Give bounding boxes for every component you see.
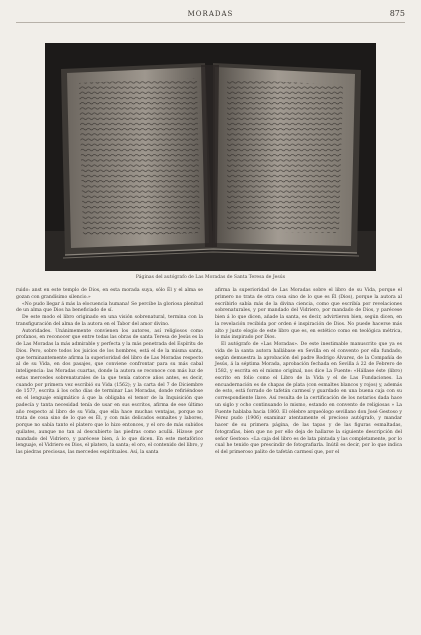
paragraph: El autógrafo de «Las Moradas». De este inestimable manuscrito que ya es vida de la santa autora hallábase en Sevilla en el convento por ella fundado, según demuestra la aprobación del padre Rodrigo Álvarez, de la Compañía de Jesús, á la séptima Morada, aprobación fechada en Sevilla á 22 de Febrero de 1582, y escrita en el mismo original, nos dice La Fuente: «Hállase éste (libro) escrito en folio como el Libro de la Vida y el de Las Fundaciones. La encuadernación es de chapas de plata (con esmaltes blancos y rojos) y, además de esto, está forrado de tafetán carmesí y guardado en una buena caja con su correspondiente llave. Así resulta de la certificación de los notarios dada hace un siglo y ocho continuando lo mismo, estando en convento de religiosas » La Fuente hablaba hacia 1860. El célebre arqueólogo sevillano don José Gestoso y Pérez pudo (1906) examinar atentamente el precioso autógrafo, y mandar hacer de su primera página, de las tapas y de las figuras esmaltadas, fotografías, bien que no por ello deja de hallarse la siguiente descripción del señor Gestoso: «La caja del libro es de lata pintada y las completamente, por lo cual he tenido que prescindir de fotografiarla. Inútil es decir, por lo que indica el del primeroso palito de tafetán carmesí que, por el (215, 342, 402, 455)
paragraph: «No pudo llegar á más la elocuencia humana! Se percibe la gloriosa plenitud de un alma que Dios ha beneficiado de sí. (16, 301, 203, 314)
paragraph: Autoridades. Unánimemente convienen los autores, así religiosos como profanos, en reconocer que entre todas las obras de santa Teresa de Jesús es la de Las Moradas la más admirable y perfecta y la más penetrada del Espíritu de Dios. Pero, sobre todos los juicios de los hombres, está el de la misma santa, que terminantemente afirma la superioridad del libro de Las Moradas respecto al de su Vida, en dos pasajes, que conviene confrontar para su más cabal inteligencia: las Moradas cuartas, donde la autora se reconoce con más luz de estas mercedes sobrenaturales de la que tenía catorce años antes, es decir, cuando por primera vez escribió su Vida (1562); y la carta del 7 de Diciembre de 1577, escrita á los ocho días de terminar Las Moradas, donde refiriéndose en el lenguaje enigmático á que la obligaba el temor de la Inquisición que padecía y tanta necesidad tenía de usar en sus escritos, afirma de ese último año respecto al libro de su Vida, que ella hace muchas ventajas, porque no trata de cosa sino de lo que es Él, y con más delicados esmaltes y labores, porque no sabía tanto el platero que lo hizo entonces, y el oro de más subidos quilates, aunque no tan al descubierto las piedras como acullá. Hízose por mandado del Vidriero, y parécese bien, á lo que dicen. En este metafórico lenguaje, el Vidriero es Dios, el platero, la santa; el oro, el contenido del libro, y las piedras preciosas, las mercedes espirituales. Así, la santa (16, 328, 203, 455)
manuscript-photo (45, 43, 376, 271)
figure-caption: Páginas del autógrafo de Las Moradas de Santa Teresa de Jesús (135, 275, 286, 280)
paragraph: De este modo el libro originado en una visión sobrenatural, termina con la transfiguración del alma de la autora en el Tabor del amor divino. (16, 315, 203, 327)
paragraph: afirma la superioridad de Las Moradas sobre el libro de su Vida, porque el primero no trata de otra cosa sino de lo que es Él (Dios), porque la autora al escribirlo sabía más de la divina ciencia, como que escribía por revelaciones sobrenaturales, y por mandado del Vidriero, por mandado de Dios, y parécese bien á lo que dicen, añade la santa, es decir, advirtieron bien, según dicen, en la revelación recibida por orden é inspiración de Dios. No puede hacerse más alto y justo elogio de este libro que es, en estético como en teológica métrica, lo más inspirado por Dios. (215, 288, 402, 341)
running-title: MORADAS (187, 10, 234, 18)
paragraph: ruido: anst en este templo de Dios, en esta morada suya, sólo Él y el alma se gozan con grandísimo silencio.» (16, 288, 203, 300)
open-book-image (45, 43, 376, 271)
text-column-left (16, 288, 203, 457)
text-column-right (215, 288, 402, 457)
running-header (16, 8, 405, 23)
page-number: 875 (389, 9, 405, 18)
